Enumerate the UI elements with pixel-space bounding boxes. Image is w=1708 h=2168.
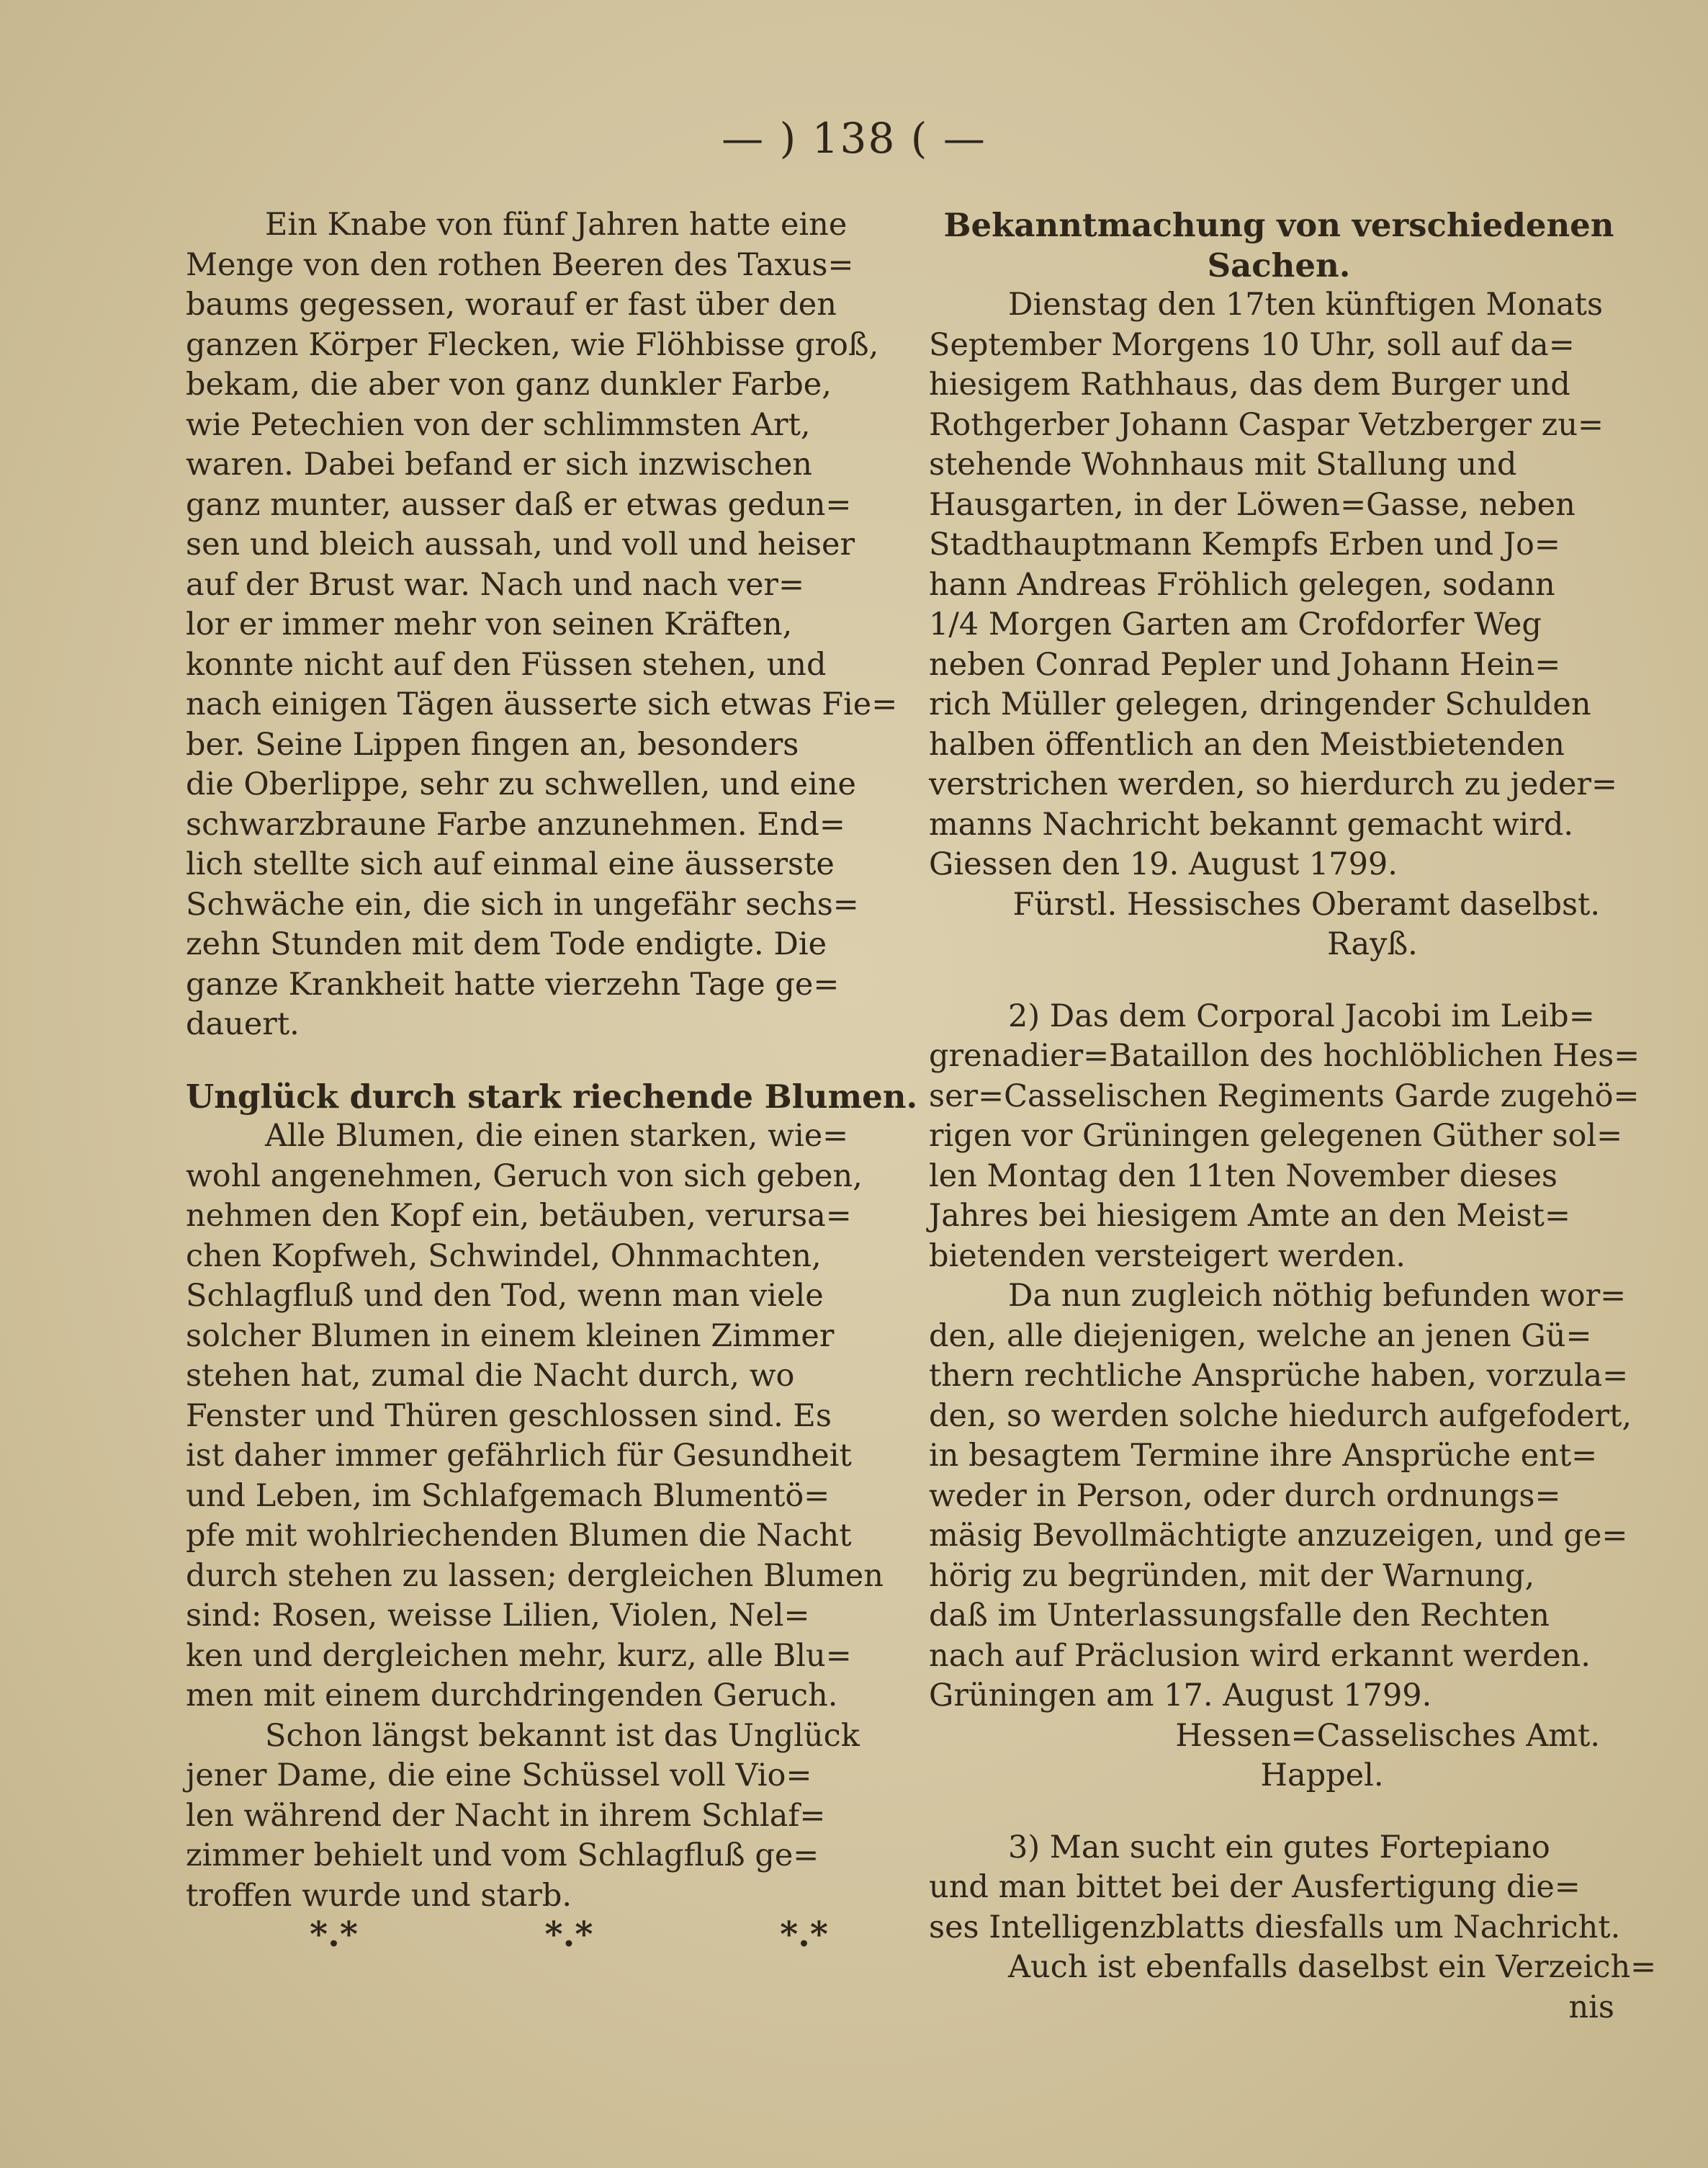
article-taxus	[186, 205, 899, 1045]
text-line: rigen vor Grüningen gelegenen Güther sol=	[929, 1118, 1623, 1154]
text-line: schwarzbraune Farbe anzunehmen. End=	[186, 806, 845, 843]
text-line: thern rechtliche Ansprüche haben, vorzula=	[929, 1358, 1629, 1394]
text-line: stehende Wohnhaus mit Stallung und	[929, 447, 1517, 483]
asterism: *.*	[544, 1914, 593, 1955]
text-line: ber. Seine Lippen fingen an, besonders	[186, 726, 799, 763]
text-line: len während der Nacht in ihrem Schlaf=	[186, 1797, 826, 1834]
text-line: in besagtem Termine ihre Ansprüche ent=	[929, 1438, 1598, 1474]
text-line: Menge von den rothen Beeren des Taxus=	[186, 246, 854, 283]
text-line: men mit einem durchdringenden Geruch.	[186, 1677, 838, 1714]
text-line: hiesigem Rathhaus, das dem Burger und	[929, 367, 1570, 403]
text-line: 3) Man sucht ein gutes Fortepiano	[1008, 1829, 1550, 1865]
text-line: 2) Das dem Corporal Jacobi im Leib=	[1008, 998, 1595, 1034]
text-line: verstrichen werden, so hierdurch zu jeder=	[929, 766, 1617, 802]
text-line: zimmer behielt und vom Schlagfluß ge=	[186, 1837, 819, 1873]
text-line: troffen wurde und starb.	[186, 1877, 572, 1914]
text-line: pfe mit wohlriechenden Blumen die Nacht	[186, 1518, 852, 1554]
text-line: bietenden versteigert werden.	[929, 1237, 1406, 1274]
text-line: mäsig Bevollmächtigte anzuzeigen, und ge=	[929, 1518, 1628, 1554]
text-line: solcher Blumen in einem kleinen Zimmer	[186, 1317, 835, 1354]
text-line: die Oberlippe, sehr zu schwellen, und eine	[186, 766, 856, 802]
signature-name: Happel.	[1260, 1757, 1384, 1793]
text-line: stehen hat, zumal die Nacht durch, wo	[186, 1358, 795, 1394]
text-line: ganz munter, ausser daß er etwas gedun=	[186, 486, 852, 523]
article-flowers	[186, 1077, 918, 1917]
text-line: September Morgens 10 Uhr, soll auf da=	[929, 326, 1575, 363]
text-line: Dienstag den 17ten künftigen Monats	[1008, 287, 1604, 323]
text-line: und Leben, im Schlafgemach Blumentö=	[186, 1477, 830, 1514]
text-line: neben Conrad Pepler und Johann Hein=	[929, 646, 1561, 683]
text-line: nach einigen Tägen äusserte sich etwas Fie=	[186, 686, 898, 722]
text-line: ser=Casselischen Regiments Garde zugehö=	[929, 1078, 1640, 1114]
text-line: chen Kopfweh, Schwindel, Ohnmachten,	[186, 1237, 822, 1274]
spacer	[929, 1796, 1629, 1828]
text-line: daß im Unterlassungsfalle den Rechten	[929, 1598, 1550, 1634]
text-line: den, so werden solche hiedurch aufgefodert,	[929, 1397, 1632, 1434]
text-line: auf der Brust war. Nach und nach ver=	[186, 566, 804, 603]
text-line: lich stellte sich auf einmal eine äusserste	[186, 846, 835, 882]
section-heading: Bekanntmachung von verschiedenen	[943, 206, 1614, 244]
text-line: sen und bleich aussah, und voll und heiser	[186, 527, 855, 563]
text-line: lor er immer mehr von seinen Kräften,	[186, 606, 793, 642]
text-line: Fenster und Thüren geschlossen sind. Es	[186, 1397, 832, 1434]
signature-office: Hessen=Casselisches Amt.	[1175, 1717, 1600, 1754]
asterism: *.*	[310, 1914, 358, 1955]
text-line: den, alle diejenigen, welche an jenen Gü=	[929, 1317, 1592, 1354]
text-line: weder in Person, oder durch ordnungs=	[929, 1477, 1561, 1514]
text-line: Ein Knabe von fünf Jahren hatte eine	[265, 207, 848, 243]
text-line: halben öffentlich an den Meistbietenden	[929, 726, 1565, 763]
text-line: Hausgarten, in der Löwen=Gasse, neben	[929, 486, 1576, 523]
text-line: Alle Blumen, die einen starken, wie=	[265, 1118, 849, 1154]
text-line: ganzen Körper Flecken, wie Flöhbisse groß,	[186, 326, 879, 363]
text-line: wohl angenehmen, Geruch von sich geben,	[186, 1157, 863, 1194]
catchword: nis	[1568, 1989, 1614, 2025]
asterism: *.*	[780, 1914, 828, 1955]
signature-office: Fürstl. Hessisches Oberamt daselbst.	[1012, 886, 1600, 923]
text-line: durch stehen zu lassen; dergleichen Blumen	[186, 1557, 884, 1594]
text-line: Stadthauptmann Kempfs Erben und Jo=	[929, 527, 1560, 563]
notice-fortepiano	[929, 1828, 1657, 2028]
text-line: Grüningen am 17. August 1799.	[929, 1677, 1432, 1714]
text-line: Auch ist ebenfalls daselbst ein Verzeich=	[1008, 1949, 1657, 1985]
spacer	[929, 965, 1629, 997]
signature-name: Rayß.	[1327, 926, 1418, 962]
right-column	[929, 205, 1657, 2028]
text-line: konnte nicht auf den Füssen stehen, und	[186, 646, 827, 683]
text-line: Schlagfluß und den Tod, wenn man viele	[186, 1278, 824, 1314]
text-line: Jahres bei hiesigem Amte an den Meist=	[929, 1198, 1570, 1234]
text-line: ganze Krankheit hatte vierzehn Tage ge=	[186, 966, 840, 1003]
text-line: ken und dergleichen mehr, kurz, alle Blu=	[186, 1637, 852, 1674]
left-column	[186, 205, 918, 1916]
notice-grueningen	[929, 997, 1640, 1796]
text-line: zehn Stunden mit dem Tode endigte. Die	[186, 926, 827, 962]
text-line: hörig zu begründen, mit der Warnung,	[929, 1557, 1535, 1594]
text-line: jener Dame, die eine Schüssel voll Vio=	[186, 1757, 812, 1793]
spacer	[186, 1045, 899, 1077]
text-line: ist daher immer gefährlich für Gesundheit	[186, 1438, 852, 1474]
text-line: wie Petechien von der schlimmsten Art,	[186, 406, 811, 443]
text-line: Schon längst bekannt ist das Unglück	[265, 1717, 860, 1754]
text-line: rich Müller gelegen, dringender Schulden	[929, 686, 1591, 722]
text-line: Giessen den 19. August 1799.	[929, 846, 1398, 882]
text-line: und man bittet bei der Ausfertigung die=	[929, 1869, 1581, 1905]
text-line: baums gegessen, worauf er fast über den	[186, 287, 837, 323]
text-line: grenadier=Bataillon des hochlöblichen Hes=	[929, 1038, 1640, 1074]
text-line: len Montag den 11ten November dieses	[929, 1157, 1558, 1194]
text-line: dauert.	[186, 1006, 300, 1042]
text-line: sind: Rosen, weisse Lilien, Violen, Nel=	[186, 1598, 810, 1634]
text-line: nehmen den Kopf ein, betäuben, verursa=	[186, 1198, 852, 1234]
text-line: hann Andreas Fröhlich gelegen, sodann	[929, 566, 1555, 603]
text-line: Schwäche ein, die sich in ungefähr sechs=	[186, 886, 859, 923]
text-line: manns Nachricht bekannt gemacht wird.	[929, 806, 1574, 843]
section-heading: Sachen.	[1207, 246, 1351, 285]
text-line: 1/4 Morgen Garten am Crofdorfer Weg	[929, 606, 1542, 642]
text-line: Rothgerber Johann Caspar Vetzberger zu=	[929, 406, 1604, 443]
section-divider-stars	[310, 1914, 828, 1955]
text-line: ses Intelligenzblatts diesfalls um Nachricht.	[929, 1909, 1621, 1945]
article-heading: Unglück durch stark riechende Blumen.	[186, 1077, 918, 1116]
text-line: waren. Dabei befand er sich inzwischen	[186, 447, 812, 483]
text-line: bekam, die aber von ganz dunkler Farbe,	[186, 367, 832, 403]
notice-announcement	[929, 205, 1629, 965]
text-line: Da nun zugleich nöthig befunden wor=	[1008, 1278, 1627, 1314]
page-number: — ) 138 ( —	[722, 114, 986, 163]
text-line: nach auf Präclusion wird erkannt werden.	[929, 1637, 1591, 1674]
